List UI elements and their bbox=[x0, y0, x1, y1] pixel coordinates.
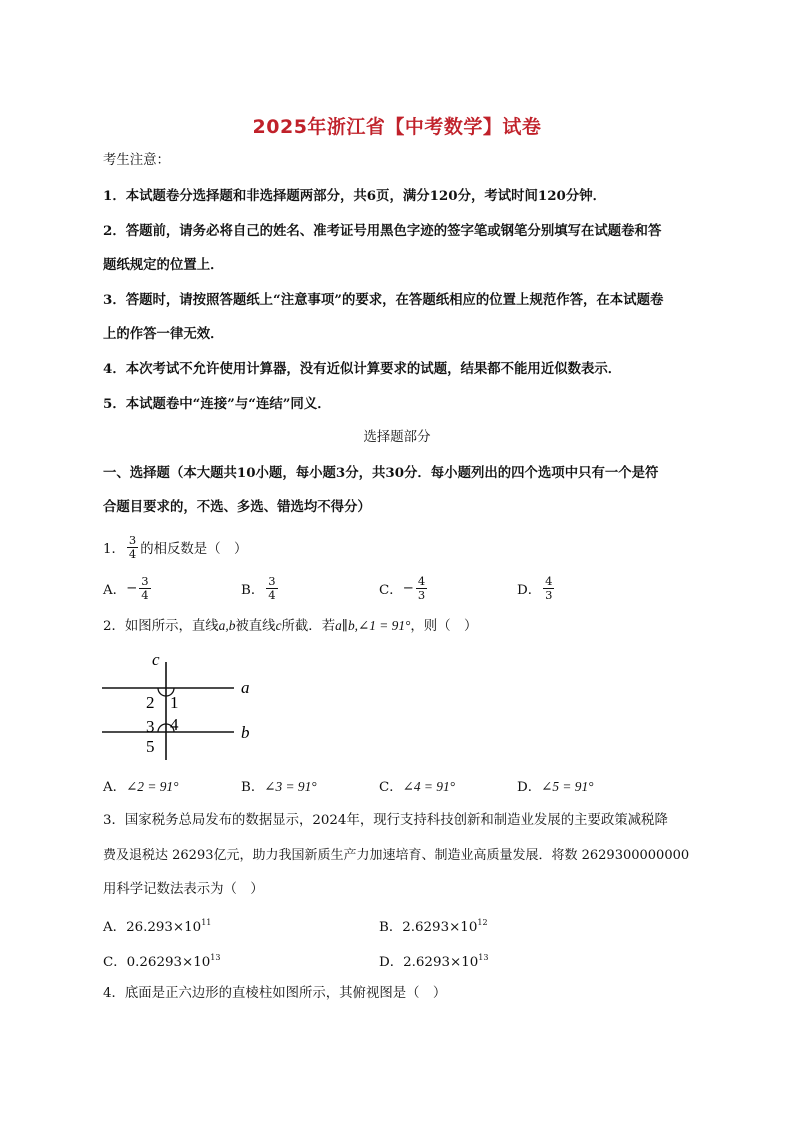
label-angle-1: 1 bbox=[170, 693, 179, 712]
q3-option-b: B．$2.6293\times 10^{12}$ bbox=[379, 918, 488, 935]
question-3-stem: 费及退税达 26293亿元，助力我国新质生产力加速培育、制造业高质量发展．将数 2629300000000 bbox=[103, 848, 690, 863]
label-angle-5: 5 bbox=[146, 737, 155, 756]
notice-item: 2．答题前，请务必将自己的姓名、准考证号用黑色字迹的签字笔或钢笔分别填写在试题卷和答 bbox=[103, 223, 662, 239]
q1-option-c: C． − $\frac{4}{3}$ bbox=[379, 573, 426, 602]
label-angle-2: 2 bbox=[146, 693, 155, 712]
question-1-stem bbox=[103, 529, 247, 565]
q2-option-a: A．∠2 = 91° bbox=[103, 779, 179, 795]
question-text: 的相反数是（ ） bbox=[140, 541, 248, 557]
fraction-denominator: 4 bbox=[128, 546, 137, 561]
q3-option-a: A．$26.293\times 10^{11}$ bbox=[103, 918, 212, 935]
label-angle-4: 4 bbox=[170, 715, 179, 734]
notice-item: 1．本试题卷分选择题和非选择题两部分，共6页，满分120分，考试时间120分钟． bbox=[103, 188, 607, 204]
notice-item: 题纸规定的位置上． bbox=[103, 257, 224, 273]
notice-item: 4．本次考试不允许使用计算器，没有近似计算要求的试题，结果都不能用近似数表示． bbox=[103, 361, 622, 377]
q1-option-d: D． $\frac{4}{3}$ bbox=[517, 573, 553, 602]
section-title: 选择题部分 bbox=[363, 430, 431, 445]
notice-heading: 考生注意： bbox=[103, 153, 170, 168]
q3-option-c: C．$0.26293\times 10^{13}$ bbox=[103, 953, 221, 970]
parallel-lines-figure bbox=[96, 648, 276, 766]
notice-item: 3．答题时，请按照答题纸上“注意事项”的要求，在答题纸相应的位置上规范作答，在本试题卷 bbox=[103, 292, 664, 308]
notice-item: 上的作答一律无效． bbox=[103, 326, 224, 342]
label-angle-3: 3 bbox=[146, 717, 155, 736]
q3-option-d: D．$2.6293\times 10^{13}$ bbox=[379, 953, 489, 970]
part1-instructions: 合题目要求的，不选、多选、错选均不得分） bbox=[103, 499, 371, 515]
question-number: 1． bbox=[103, 541, 125, 557]
q2-option-b: B．∠3 = 91° bbox=[241, 779, 317, 795]
question-4-stem: 4．底面是正六边形的直棱柱如图所示，其俯视图是（ ） bbox=[103, 986, 447, 1001]
question-2-stem: 2．如图所示，直线a,b被直线c所截．若a∥b,∠1 = 91°，则（ ） bbox=[103, 618, 478, 634]
question-3-stem: 用科学记数法表示为（ ） bbox=[103, 882, 264, 897]
q1-option-a: A． − $\frac{3}{4}$ bbox=[103, 573, 149, 602]
q2-option-d: D．∠5 = 91° bbox=[517, 779, 594, 795]
question-3-stem: 3．国家税务总局发布的数据显示，2024年，现行支持科技创新和制造业发展的主要政策减税降 bbox=[103, 813, 668, 828]
page-title: 2025年浙江省【中考数学】试卷 bbox=[252, 116, 542, 138]
label-c: c bbox=[152, 650, 160, 669]
label-a: a bbox=[241, 678, 250, 697]
notice-item: 5．本试题卷中“连接”与“连结”同义． bbox=[103, 396, 331, 412]
fraction bbox=[127, 534, 138, 561]
fraction-numerator: 3 bbox=[128, 532, 137, 547]
label-b: b bbox=[241, 723, 250, 742]
part1-instructions: 一、选择题（本大题共10小题，每小题3分，共30分．每小题列出的四个选项中只有一个是符 bbox=[103, 465, 659, 481]
q2-option-c: C．∠4 = 91° bbox=[379, 779, 456, 795]
q1-option-b: B． $\frac{3}{4}$ bbox=[241, 573, 276, 602]
